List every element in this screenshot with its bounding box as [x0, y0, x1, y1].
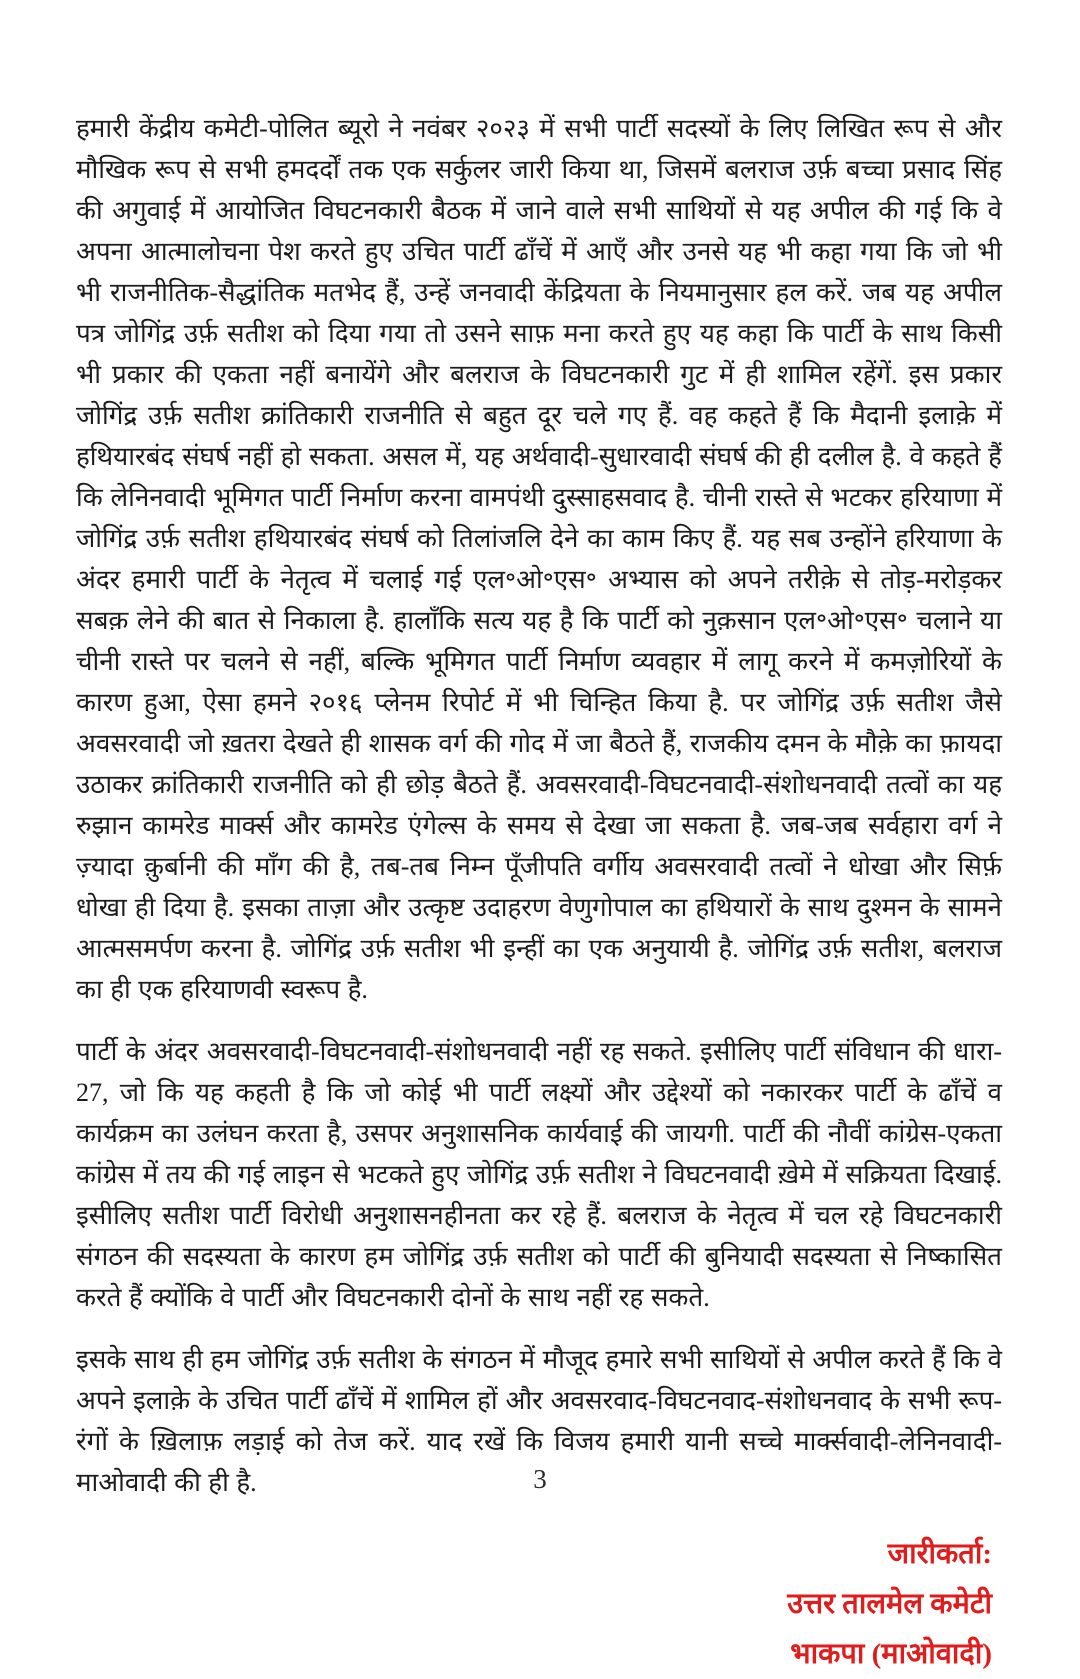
signature-block: [76, 1529, 1002, 1679]
paragraph-2: पार्टी के अंदर अवसरवादी-विघटनवादी-संशोधनवादी नहीं रह सकते. इसीलिए पार्टी संविधान की धारा- 27, जो कि यह कहती है कि जो कोई भी पार्टी लक्ष्यों और उद्देश्यों को नकारकर पार्टी के ढाँचें व कार्यक्रम का उलंघन करता है, उसपर अनुशासनिक कार्यवाई की जायगी. पार्टी की नौवीं कांग्रेस-एकता कांग्रेस में तय की गई लाइन से भटकते हुए जोगिंद्र उर्फ़ सतीश ने विघटनवादी ख़ेमे में सक्रियता दिखाई. इसीलिए सतीश पार्टी विरोधी अनुशासनहीनता कर रहे हैं. बलराज के नेतृत्व में चल रहे विघटनकारी संगठन की सदस्यता के कारण हम जोगिंद्र उर्फ़ सतीश को पार्टी की बुनियादी सदस्यता से निष्कासित करते हैं क्योंकि वे पार्टी और विघटनकारी दोनों के साथ नहीं रह सकते.: [76, 1037, 1002, 1312]
signature-issuer-label: जारीकर्ता:: [887, 1538, 992, 1570]
paragraph-3: इसके साथ ही हम जोगिंद्र उर्फ़ सतीश के संगठन में मौजूद हमारे सभी साथियों से अपील करते हैं कि वे अपने इलाक़े के उचित पार्टी ढाँचें में शामिल हों और अवसरवाद-विघटनवाद-संशोधनवाद के सभी रूप-रंगों के ख़िलाफ़ लड़ाई को तेज करें. याद रखें कि विजय हमारी यानी सच्चे मार्क्सवादी-लेनिनवादी-माओवादी की ही है.: [76, 1345, 1002, 1497]
paragraph-1: हमारी केंद्रीय कमेटी-पोलित ब्यूरो ने नवंबर २०२३ में सभी पार्टी सदस्यों के लिए लिखित रूप से और मौखिक रूप से सभी हमदर्दों तक एक सर्कुलर जारी किया था, जिसमें बलराज उर्फ़ बच्चा प्रसाद सिंह की अगुवाई में आयोजित विघटनकारी बैठक में जाने वाले सभी साथियों से यह अपील की गई कि वे अपना आत्मालोचना पेश करते हुए उचित पार्टी ढाँचें में आएँ और उनसे यह भी कहा गया कि जो भी भी राजनीतिक-सैद्धांतिक मतभेद हैं, उन्हें जनवादी केंद्रियता के नियमानुसार हल करें. जब यह अपील पत्र जोगिंद्र उर्फ़ सतीश को दिया गया तो उसने साफ़ मना करते हुए यह कहा कि पार्टी के साथ किसी भी प्रकार की एकता नहीं बनायेंगे और बलराज के विघटनकारी गुट में ही शामिल रहेंगें. इस प्रकार जोगिंद्र उर्फ़ सतीश क्रांतिकारी राजनीति से बहुत दूर चले गए हैं. वह कहते हैं कि मैदानी इलाक़े में हथियारबंद संघर्ष नहीं हो सकता. असल में, यह अर्थवादी-सुधारवादी संघर्ष की ही दलील है. वे कहते हैं कि लेनिनवादी भूमिगत पार्टी निर्माण करना वामपंथी दुस्साहसवाद है. चीनी रास्ते से भटकर हरियाणा में जोगिंद्र उर्फ़ सतीश हथियारबंद संघर्ष को तिलांजलि देने का काम किए हैं. यह सब उन्होंने हरियाणा के अंदर हमारी पार्टी के नेतृत्व में चलाई गई एल॰ओ॰एस॰ अभ्यास को अपने तरीक़े से तोड़-मरोड़कर सबक़ लेने की बात से निकाला है. हालाँकि सत्य यह है कि पार्टी को नुक़सान एल॰ओ॰एस॰ चलाने या चीनी रास्ते पर चलने से नहीं, बल्कि भूमिगत पार्टी निर्माण व्यवहार में लागू करने में कमज़ोरियों के कारण हुआ, ऐसा हमने २०१६ प्लेनम रिपोर्ट में भी चिन्हित किया है. पर जोगिंद्र उर्फ़ सतीश जैसे अवसरवादी जो ख़तरा देखते ही शासक वर्ग की गोद में जा बैठते हैं, राजकीय दमन के मौक़े का फ़ायदा उठाकर क्रांतिकारी राजनीति को ही छोड़ बैठते हैं. अवसरवादी-विघटनवादी-संशोधनवादी तत्वों का यह रुझान कामरेड मार्क्स और कामरेड एंगेल्स के समय से देखा जा सकता है. जब-जब सर्वहारा वर्ग ने ज़्यादा क़ुर्बानी की माँग की है, तब-तब निम्न पूँजीपति वर्गीय अवसरवादी तत्वों ने धोखा और सिर्फ़ धोखा ही दिया है. इसका ताज़ा और उत्कृष्ट उदाहरण वेणुगोपाल का हथियारों के साथ दुश्मन के सामने आत्मसमर्पण करना है. जोगिंद्र उर्फ़ सतीश भी इन्हीं का एक अनुयायी है. जोगिंद्र उर्फ़ सतीश, बलराज का ही एक हरियाणवी स्वरूप है.: [76, 114, 1002, 1004]
document-body: [76, 108, 1002, 1503]
page-number: 3: [533, 1464, 547, 1494]
signature-party: भाकपा (माओवादी): [790, 1638, 992, 1670]
signature-committee: उत्तर तालमेल कमेटी: [787, 1588, 992, 1620]
